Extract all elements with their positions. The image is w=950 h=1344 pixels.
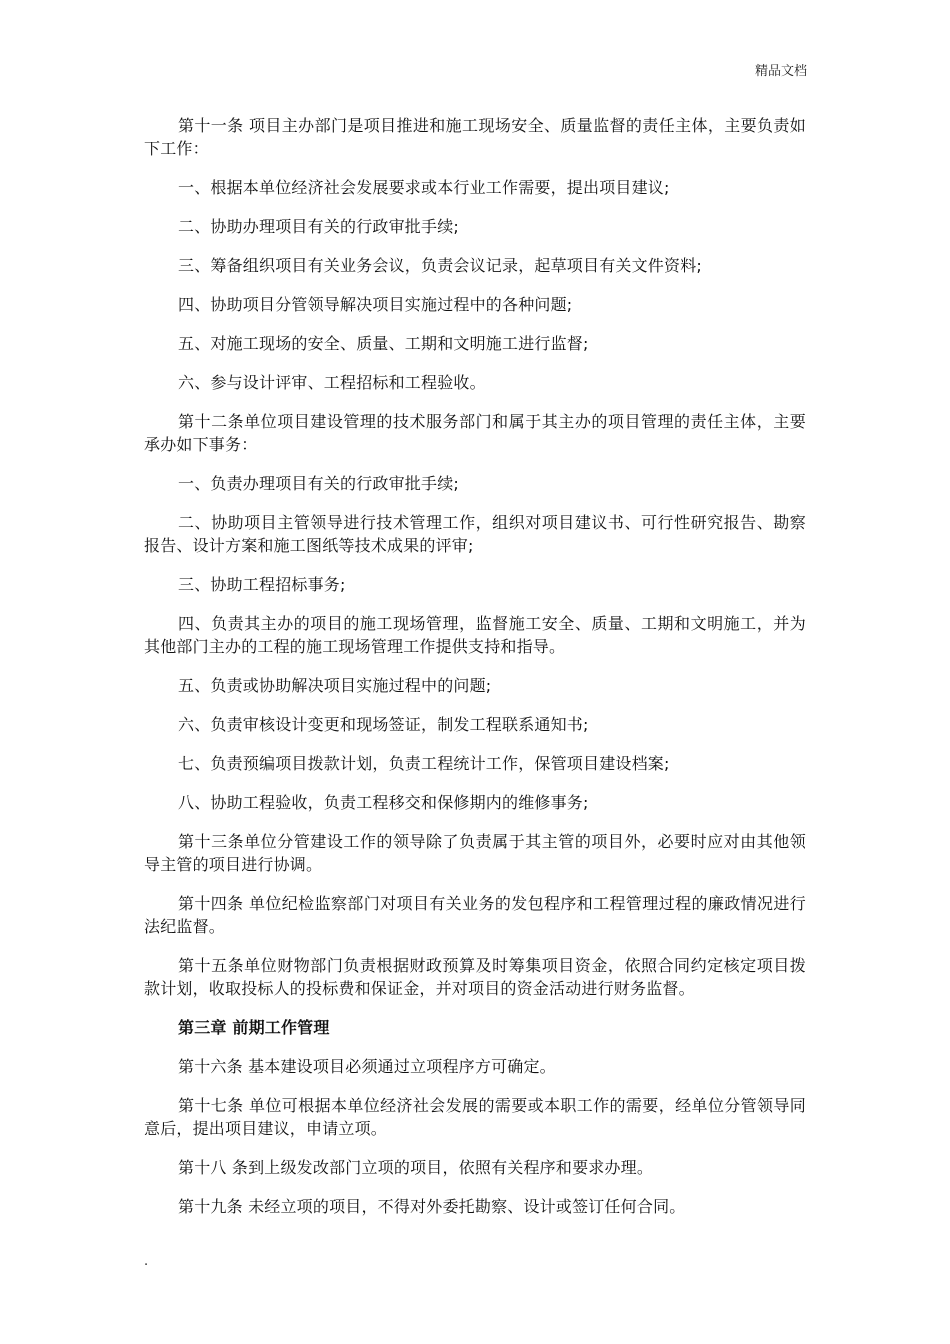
paragraph-item: 三、筹备组织项目有关业务会议，负责会议记录，起草项目有关文件资料; [178,256,702,275]
paragraph-article-15: 第十五条单位财物部门负责根据财政预算及时筹集项目资金，依照合同约定核定项目拨款计划，收取投标人的投标费和保证金，并对项目的资金活动进行财务监督。 [144,956,806,998]
page-header-label: 精品文档 [754,64,807,79]
footer-mark: . [144,1254,149,1269]
document-body [144,114,806,1234]
paragraph-article-18: 第十八 条到上级发改部门立项的项目，依照有关程序和要求办理。 [178,1158,654,1177]
paragraph-item: 四、协助项目分管领导解决项目实施过程中的各种问题; [178,295,573,314]
paragraph-item: 一、负责办理项目有关的行政审批手续; [178,474,459,493]
paragraph-article-13: 第十三条单位分管建设工作的领导除了负责属于其主管的项目外，必要时应对由其他领导主管的项目进行协调。 [144,832,806,874]
chapter-heading: 第三章 前期工作管理 [178,1018,330,1037]
paragraph-item: 六、参与设计评审、工程招标和工程验收。 [178,373,486,392]
paragraph-item: 三、协助工程招标事务; [178,575,346,594]
paragraph-item: 六、负责审核设计变更和现场签证，制发工程联系通知书; [178,715,589,734]
paragraph-item: 二、协助办理项目有关的行政审批手续; [178,217,459,236]
paragraph-item: 二、协助项目主管领导进行技术管理工作，组织对项目建议书、可行性研究报告、勘察报告、设计方案和施工图纸等技术成果的评审; [144,513,806,555]
paragraph-article-19: 第十九条 未经立项的项目，不得对外委托勘察、设计或签订任何合同。 [178,1197,686,1216]
paragraph-article-12: 第十二条单位项目建设管理的技术服务部门和属于其主办的项目管理的责任主体，主要承办如下事务： [144,412,806,454]
paragraph-article-16: 第十六条 基本建设项目必须通过立项程序方可确定。 [178,1057,556,1076]
paragraph-article-11: 第十一条 项目主办部门是项目推进和施工现场安全、质量监督的责任主体，主要负责如下工作： [144,116,806,158]
paragraph-item: 七、负责预编项目拨款计划，负责工程统计工作，保管项目建设档案; [178,754,670,773]
paragraph-item: 五、对施工现场的安全、质量、工期和文明施工进行监督; [178,334,589,353]
paragraph-item: 八、协助工程验收，负责工程移交和保修期内的维修事务; [178,793,589,812]
paragraph-item: 一、根据本单位经济社会发展要求或本行业工作需要，提出项目建议; [178,178,670,197]
paragraph-article-17: 第十七条 单位可根据本单位经济社会发展的需要或本职工作的需要，经单位分管领导同意后，提出项目建议，申请立项。 [144,1096,806,1138]
paragraph-article-14: 第十四条 单位纪检监察部门对项目有关业务的发包程序和工程管理过程的廉政情况进行法纪监督。 [144,894,806,936]
paragraph-item: 四、负责其主办的项目的施工现场管理，监督施工安全、质量、工期和文明施工，并为其他部门主办的工程的施工现场管理工作提供支持和指导。 [144,614,806,656]
paragraph-item: 五、负责或协助解决项目实施过程中的问题; [178,676,492,695]
